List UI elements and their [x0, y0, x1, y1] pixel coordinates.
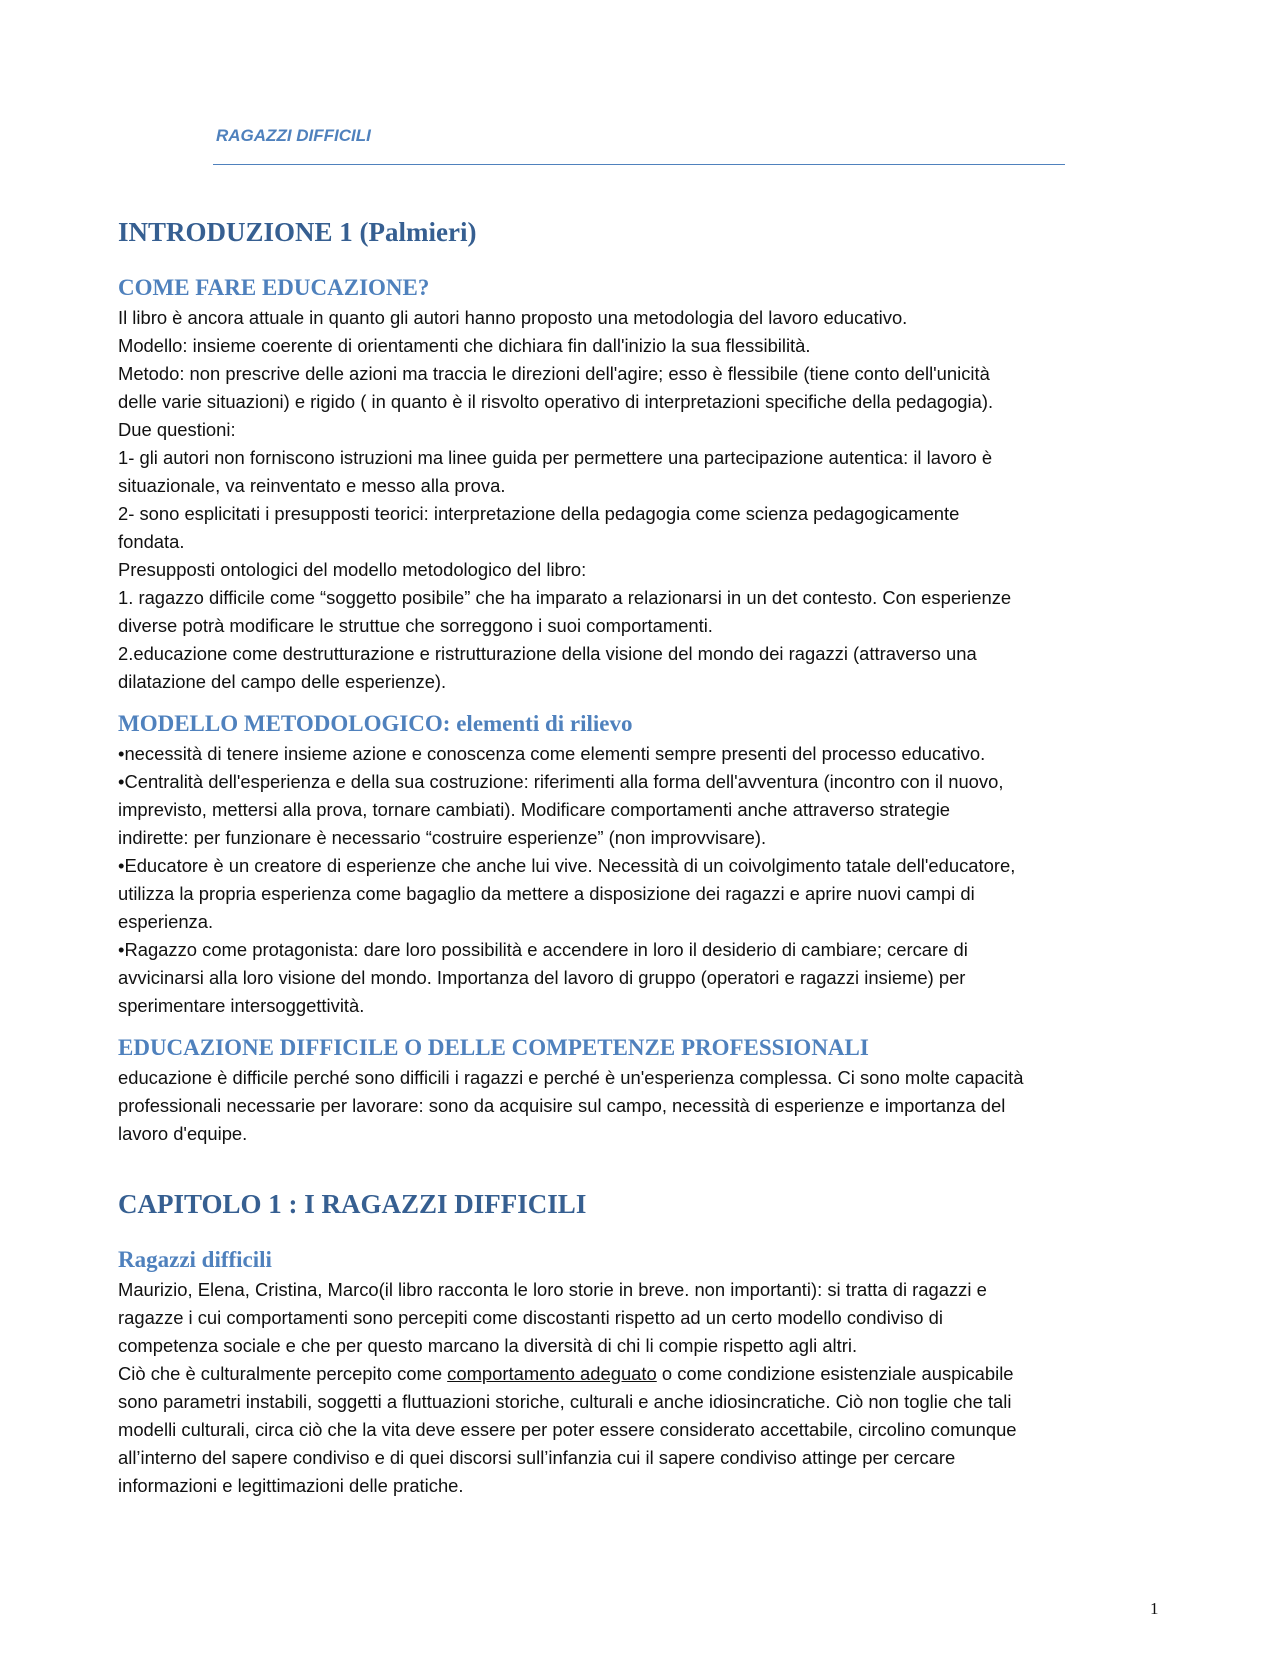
paragraph-line: Maurizio, Elena, Cristina, Marco(il libro racconta le loro storie in breve. non importanti): si tratta di ragazzi e [118, 1279, 987, 1300]
paragraph-line: dilatazione del campo delle esperienze). [118, 671, 447, 692]
paragraph-line: situazionale, va reinventato e messo alla prova. [118, 475, 506, 496]
paragraph-line: lavoro d'equipe. [118, 1123, 248, 1144]
paragraph-line: informazioni e legittimazioni delle pratiche. [118, 1475, 464, 1496]
page-number: 1 [1150, 1599, 1159, 1618]
section-heading-educazione-difficile: EDUCAZIONE DIFFICILE O DELLE COMPETENZE PROFESSIONALI [118, 1035, 869, 1060]
paragraph-line: indirette: per funzionare è necessario “costruire esperienze” (non improvvisare). [118, 827, 767, 848]
paragraph-line: delle varie situazioni) e rigido ( in quanto è il risvolto operativo di interpretazioni specifiche della pedagogia). [118, 391, 994, 412]
bullet-line: •Ragazzo come protagonista: dare loro possibilità e accendere in loro il desiderio di cambiare; cercare di [118, 939, 968, 960]
paragraph-line: Il libro è ancora attuale in quanto gli autori hanno proposto una metodologia del lavoro educativo. [118, 307, 908, 328]
header-divider [213, 164, 1065, 165]
paragraph-line: all’interno del sapere condiviso e di quei discorsi sull’infanzia cui il sapere condiviso attinge per cercare [118, 1447, 956, 1468]
paragraph-line: professionali necessarie per lavorare: sono da acquisire sul campo, necessità di esperienze e importanza del [118, 1095, 1006, 1116]
paragraph-line: 2.educazione come destrutturazione e ristrutturazione della visione del mondo dei ragazzi (attraverso una [118, 643, 977, 664]
paragraph-line: Modello: insieme coerente di orientamenti che dichiara fin dall'inizio la sua flessibilità. [118, 335, 811, 356]
paragraph-line: utilizza la propria esperienza come bagaglio da mettere a disposizione dei ragazzi e aprire nuovi campi di [118, 883, 975, 904]
paragraph-line: esperienza. [118, 911, 214, 932]
section-heading-ragazzi-difficili: Ragazzi difficili [118, 1247, 272, 1272]
paragraph-line: Due questioni: [118, 419, 236, 440]
paragraph-line: 1. ragazzo difficile come “soggetto posibile” che ha imparato a relazionarsi in un det contesto. Con esperienze [118, 587, 1012, 608]
bullet-line: •necessità di tenere insieme azione e conoscenza come elementi sempre presenti del processo educativo. [118, 743, 986, 764]
paragraph-line: imprevisto, mettersi alla prova, tornare cambiati). Modificare comportamenti anche attraverso strategie [118, 799, 951, 820]
paragraph-line: diverse potrà modificare le struttue che sorreggono i suoi comportamenti. [118, 615, 713, 636]
paragraph-line: fondata. [118, 531, 185, 552]
running-header: RAGAZZI DIFFICILI [216, 126, 371, 145]
paragraph-line: 1- gli autori non forniscono istruzioni ma linee guida per permettere una partecipazione autentica: il lavoro è [118, 447, 993, 468]
paragraph-line: sono parametri instabili, soggetti a fluttuazioni storiche, culturali e anche idiosincratiche. Ciò non toglie che tali [118, 1391, 1012, 1412]
underlined-term: comportamento adeguato [447, 1363, 657, 1384]
paragraph-line: sperimentare intersoggettività. [118, 995, 365, 1016]
chapter-heading: CAPITOLO 1 : I RAGAZZI DIFFICILI [118, 1189, 587, 1219]
section-body-modello-metodologico [118, 740, 1168, 1020]
paragraph-line: avvicinarsi alla loro visione del mondo. Importanza del lavoro di gruppo (operatori e ragazzi insieme) per [118, 967, 966, 988]
section-body-ragazzi-difficili [118, 1276, 1168, 1500]
document-body [118, 212, 1168, 1500]
bullet-line: •Educatore è un creatore di esperienze che anche lui vive. Necessità di un coivolgimento tatale dell'educatore, [118, 855, 1016, 876]
paragraph-line: modelli culturali, circa ciò che la vita deve essere per poter essere considerato accettabile, circolino comunque [118, 1419, 1017, 1440]
section-body-come-fare-educazione [118, 304, 1168, 696]
text-span: o come condizione esistenziale auspicabile [656, 1363, 1014, 1384]
paragraph-line: Metodo: non prescrive delle azioni ma traccia le direzioni dell'agire; esso è flessibile (tiene conto dell'unicità [118, 363, 990, 384]
paragraph-line: ragazze i cui comportamenti sono percepiti come discostanti rispetto ad un certo modello condiviso di [118, 1307, 943, 1328]
paragraph-line: educazione è difficile perché sono difficili i ragazzi e perché è un'esperienza complessa. Ci sono molte capacità [118, 1067, 1024, 1088]
paragraph-line: 2- sono esplicitati i presupposti teorici: interpretazione della pedagogia come scienza pedagogicamente [118, 503, 960, 524]
section-body-educazione-difficile [118, 1064, 1168, 1148]
section-heading-come-fare-educazione: COME FARE EDUCAZIONE? [118, 275, 430, 300]
bullet-line: •Centralità dell'esperienza e della sua costruzione: riferimenti alla forma dell'avventura (incontro con il nuovo, [118, 771, 1004, 792]
paragraph-line: competenza sociale e che per questo marcano la diversità di chi li compie rispetto agli altri. [118, 1335, 858, 1356]
section-heading-modello-metodologico: MODELLO METODOLOGICO: elementi di rilievo [118, 711, 633, 736]
text-span: Ciò che è culturalmente percepito come [118, 1363, 448, 1384]
intro-heading: INTRODUZIONE 1 (Palmieri) [118, 217, 477, 247]
paragraph-line [118, 1360, 1168, 1388]
paragraph-line: Presupposti ontologici del modello metodologico del libro: [118, 559, 587, 580]
